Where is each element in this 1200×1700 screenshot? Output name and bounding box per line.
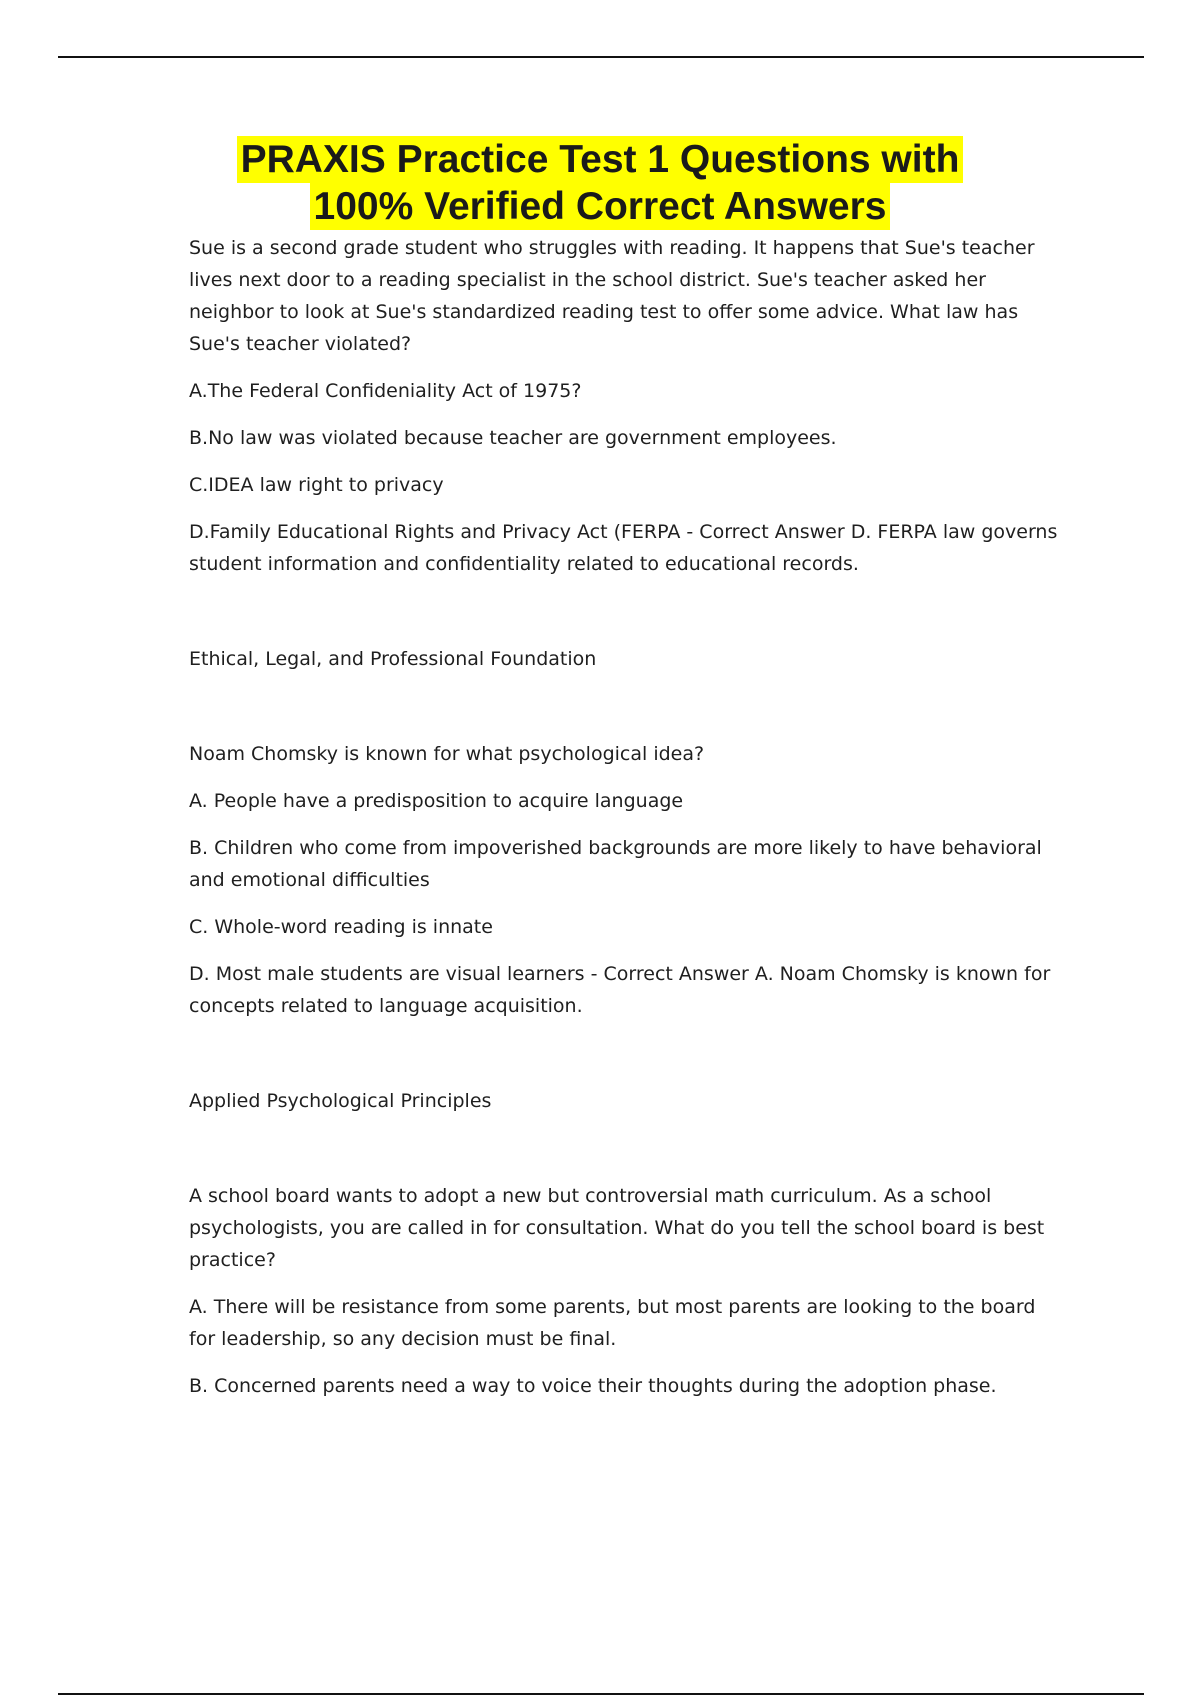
question-3-option-b: B. Concerned parents need a way to voice their thoughts during the adoption phase. bbox=[189, 1375, 997, 1397]
question-2-option-a: A. People have a predisposition to acquire language bbox=[189, 790, 684, 812]
title-line-1: PRAXIS Practice Test 1 Questions with bbox=[237, 136, 964, 183]
question-2-option-d: D. Most male students are visual learners - Correct Answer A. Noam Chomsky is known for concepts related to language acquisition. bbox=[189, 963, 1051, 1017]
question-1: Sue is a second grade student who struggles with reading. It happens that Sue's teacher lives next door to a reading specialist in the school district. Sue's teacher asked her neighbor to look at Sue's standardized reading test to offer some advice. What law has Sue's teacher violated? bbox=[189, 237, 1035, 355]
question-2-option-b: B. Children who come from impoverished backgrounds are more likely to have behavioral and emotional difficulties bbox=[189, 837, 1042, 891]
question-1-option-c: C.IDEA law right to privacy bbox=[189, 474, 444, 496]
question-1-option-b: B.No law was violated because teacher are government employees. bbox=[189, 427, 837, 449]
question-1-option-a: A.The Federal Confideniality Act of 1975? bbox=[189, 380, 582, 402]
category-label-1: Ethical, Legal, and Professional Foundation bbox=[189, 648, 597, 670]
header-rule bbox=[58, 56, 1144, 58]
question-3: A school board wants to adopt a new but controversial math curriculum. As a school psychologists, you are called in for consultation. What do you tell the school board is best practice? bbox=[189, 1185, 1045, 1271]
question-1-option-d: D.Family Educational Rights and Privacy Act (FERPA - Correct Answer D. FERPA law governs student information and confidentiality related to educational records. bbox=[189, 521, 1058, 575]
category-label-2: Applied Psychological Principles bbox=[189, 1090, 492, 1112]
question-2-option-c: C. Whole-word reading is innate bbox=[189, 916, 493, 938]
title-line-2: 100% Verified Correct Answers bbox=[310, 183, 891, 230]
question-3-option-a: A. There will be resistance from some parents, but most parents are looking to the board for leadership, so any decision must be final. bbox=[189, 1296, 1036, 1350]
question-2: Noam Chomsky is known for what psychological idea? bbox=[189, 743, 705, 765]
document-title bbox=[0, 136, 1200, 230]
footer-rule bbox=[58, 1693, 1144, 1695]
document-body bbox=[189, 232, 1059, 1402]
